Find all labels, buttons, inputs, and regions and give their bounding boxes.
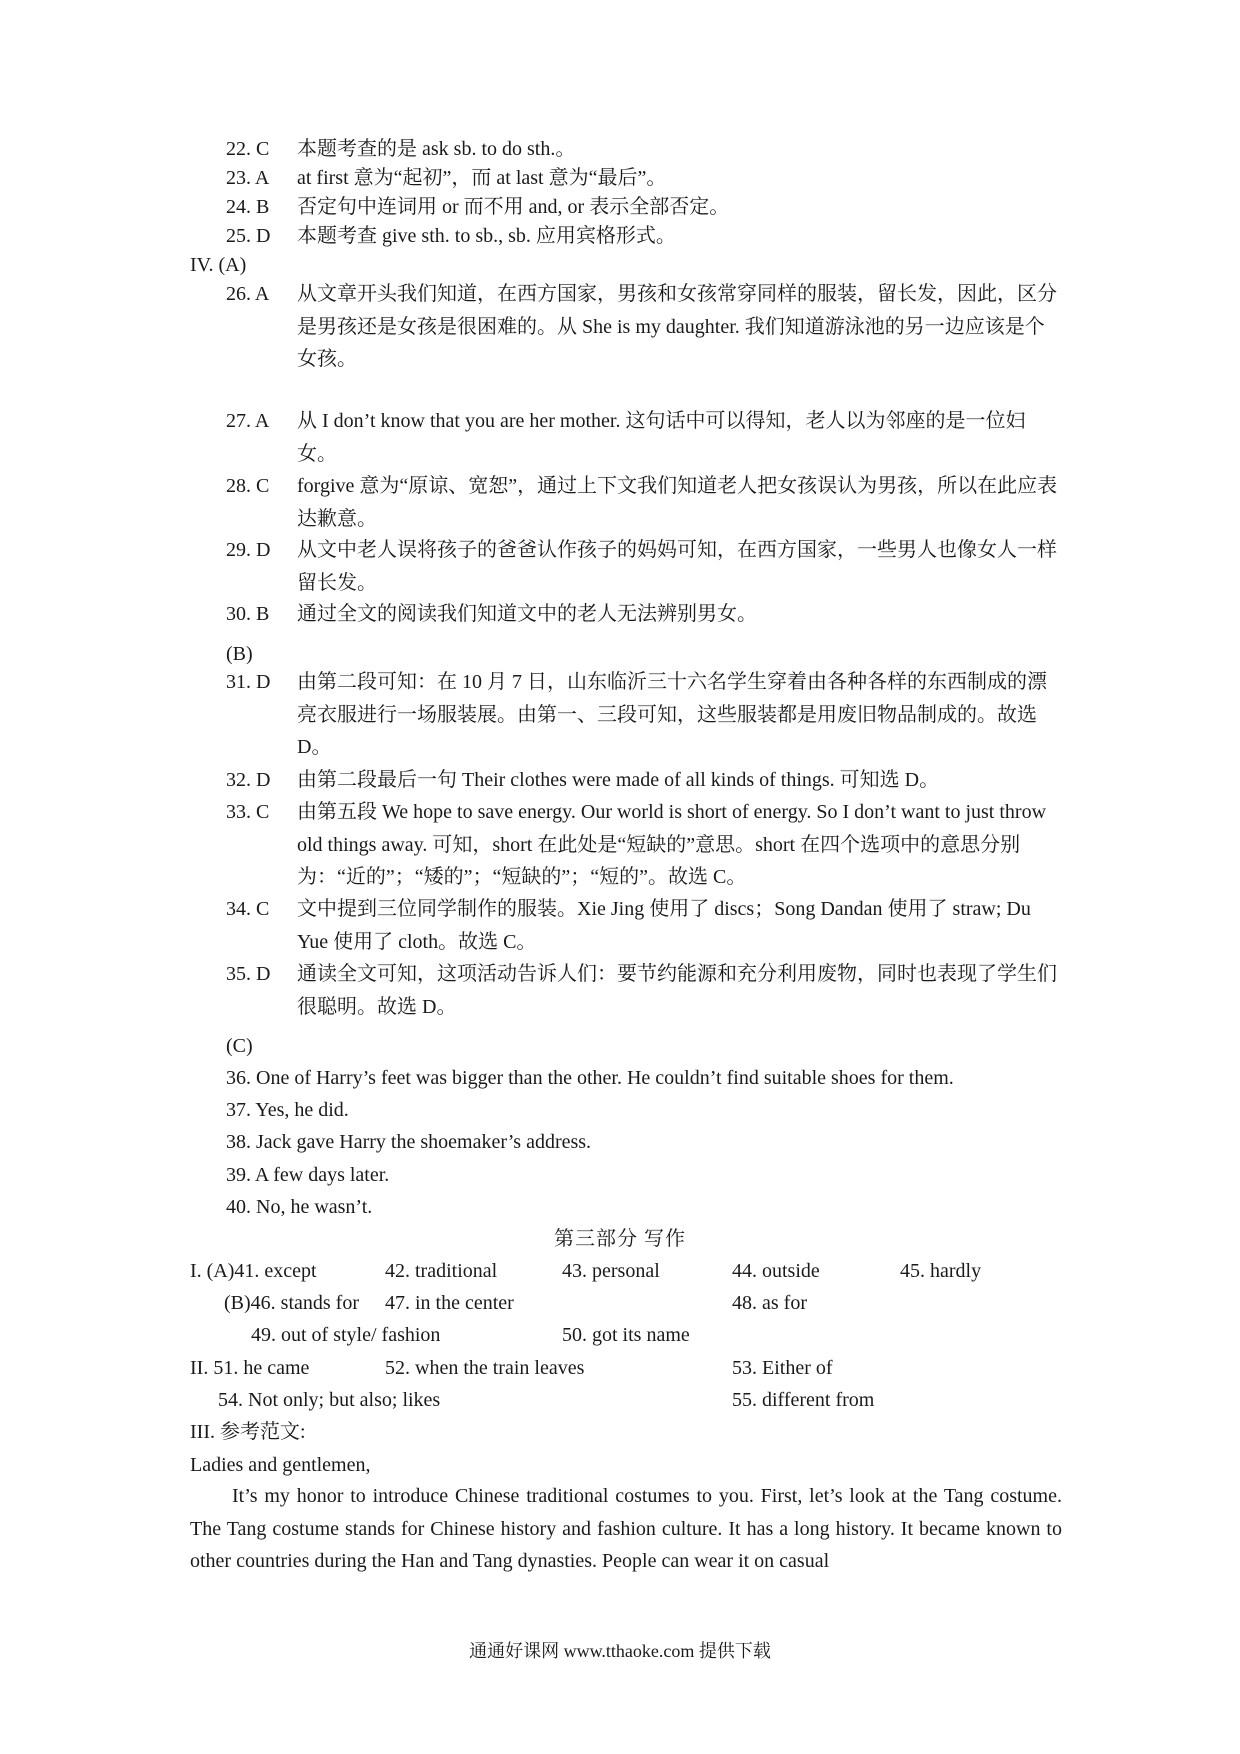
answer-number: 22. C — [226, 138, 270, 160]
essay-paragraph — [190, 1480, 1062, 1578]
answer-number: 35. D — [226, 963, 271, 985]
answer-number: 32. D — [226, 769, 271, 791]
answer-explanation: 本题考查 give sth. to sb., sb. 应用宾格形式。 — [297, 225, 676, 247]
answer-explanation: 否定句中连词用 or 而不用 and, or 表示全部否定。 — [297, 196, 730, 218]
answer-number: 24. B — [226, 196, 270, 218]
answer-text: 37. Yes, he did. — [226, 1099, 349, 1121]
writing-answer: 49. out of style/ fashion — [251, 1324, 441, 1346]
section-iii-label: III. 参考范文: — [190, 1421, 306, 1443]
writing-answer: 48. as for — [732, 1292, 807, 1314]
writing-answer: 45. hardly — [900, 1260, 982, 1282]
answer-number: 25. D — [226, 225, 271, 247]
answer-text: 36. One of Harry’s feet was bigger than the other. He couldn’t find suitable shoes for them. — [226, 1067, 954, 1089]
answer-text: 39. A few days later. — [226, 1164, 390, 1186]
answer-explanation: 由第二段最后一句 Their clothes were made of all kinds of things. 可知选 D。 — [297, 769, 940, 791]
page-footer: 通通好课网 www.tthaoke.com 提供下载 — [469, 1641, 771, 1661]
answer-number: 26. A — [226, 283, 270, 305]
answer-number: 28. C — [226, 475, 270, 497]
answer-text: 40. No, he wasn’t. — [226, 1196, 373, 1218]
section-iv-label: IV. (A) — [190, 254, 247, 276]
essay-salutation: Ladies and gentlemen, — [190, 1454, 371, 1476]
section-c-label: (C) — [226, 1035, 253, 1057]
writing-answer: 53. Either of — [732, 1357, 833, 1379]
writing-answer: I. (A)41. except — [190, 1260, 317, 1282]
answer-text: 38. Jack gave Harry the shoemaker’s address. — [226, 1131, 592, 1153]
writing-answer: 55. different from — [732, 1389, 875, 1411]
writing-answer: 42. traditional — [385, 1260, 498, 1282]
writing-answer: 43. personal — [562, 1260, 660, 1282]
essay-text: It’s my honor to introduce Chinese traditional costumes to you. First, let’s look at the Tang costume. The Tang costume stands for Chinese history and fashion culture. It has a long history. It became known to other countries during the Han and Tang dynasties. People can wear it on casual — [190, 1485, 1062, 1573]
answer-explanation: 文中提到三位同学制作的服装。Xie Jing 使用了 discs；Song Dandan 使用了 straw; Du Yue 使用了 cloth。故选 C。 — [297, 898, 1031, 953]
writing-answer: 52. when the train leaves — [385, 1357, 585, 1379]
answer-explanation: 从文章开头我们知道，在西方国家，男孩和女孩常穿同样的服装，留长发，因此，区分是男孩还是女孩是很困难的。从 She is my daughter. 我们知道游泳池的另一边应该是个女孩。 — [297, 283, 1057, 371]
answer-number: 34. C — [226, 898, 270, 920]
answer-number: 23. A — [226, 167, 270, 189]
answer-explanation: 从 I don’t know that you are her mother. 这句话中可以得知，老人以为邻座的是一位妇女。 — [297, 410, 1026, 465]
writing-answer: 50. got its name — [562, 1324, 690, 1346]
writing-answer: (B)46. stands for — [224, 1292, 359, 1314]
writing-answer: 44. outside — [732, 1260, 820, 1282]
answer-explanation: 由第五段 We hope to save energy. Our world is short of energy. So I don’t want to just throw old things away. 可知，short 在此处是“短缺的”意思。short 在四个选项中的意思分别为：“近的”；“矮的”；“短缺的”；“短的”。故选 C。 — [297, 801, 1047, 889]
answer-explanation: 本题考查的是 ask sb. to do sth.。 — [297, 138, 576, 160]
writing-answer: II. 51. he came — [190, 1357, 310, 1379]
answer-explanation: forgive 意为“原谅、宽恕”，通过上下文我们知道老人把女孩误认为男孩，所以在此应表达歉意。 — [297, 475, 1058, 530]
answer-explanation: at first 意为“起初”，而 at last 意为“最后”。 — [297, 167, 667, 189]
answer-number: 27. A — [226, 410, 270, 432]
answer-number: 30. B — [226, 603, 270, 625]
writing-answer: 54. Not only; but also; likes — [218, 1389, 441, 1411]
answer-number: 33. C — [226, 801, 270, 823]
answer-number: 31. D — [226, 671, 271, 693]
writing-answer: 47. in the center — [385, 1292, 514, 1314]
answer-explanation: 通过全文的阅读我们知道文中的老人无法辨别男女。 — [297, 603, 757, 625]
answer-number: 29. D — [226, 539, 271, 561]
part-three-title: 第三部分 写作 — [554, 1228, 686, 1250]
section-b-label: (B) — [226, 643, 253, 665]
answer-explanation: 从文中老人误将孩子的爸爸认作孩子的妈妈可知，在西方国家，一些男人也像女人一样留长发。 — [297, 539, 1057, 594]
answer-explanation: 由第二段可知：在 10 月 7 日，山东临沂三十六名学生穿着由各种各样的东西制成的漂亮衣服进行一场服装展。由第一、三段可知，这些服装都是用废旧物品制成的。故选 D。 — [297, 671, 1047, 759]
answer-explanation: 通读全文可知，这项活动告诉人们：要节约能源和充分利用废物，同时也表现了学生们很聪明。故选 D。 — [297, 963, 1057, 1018]
